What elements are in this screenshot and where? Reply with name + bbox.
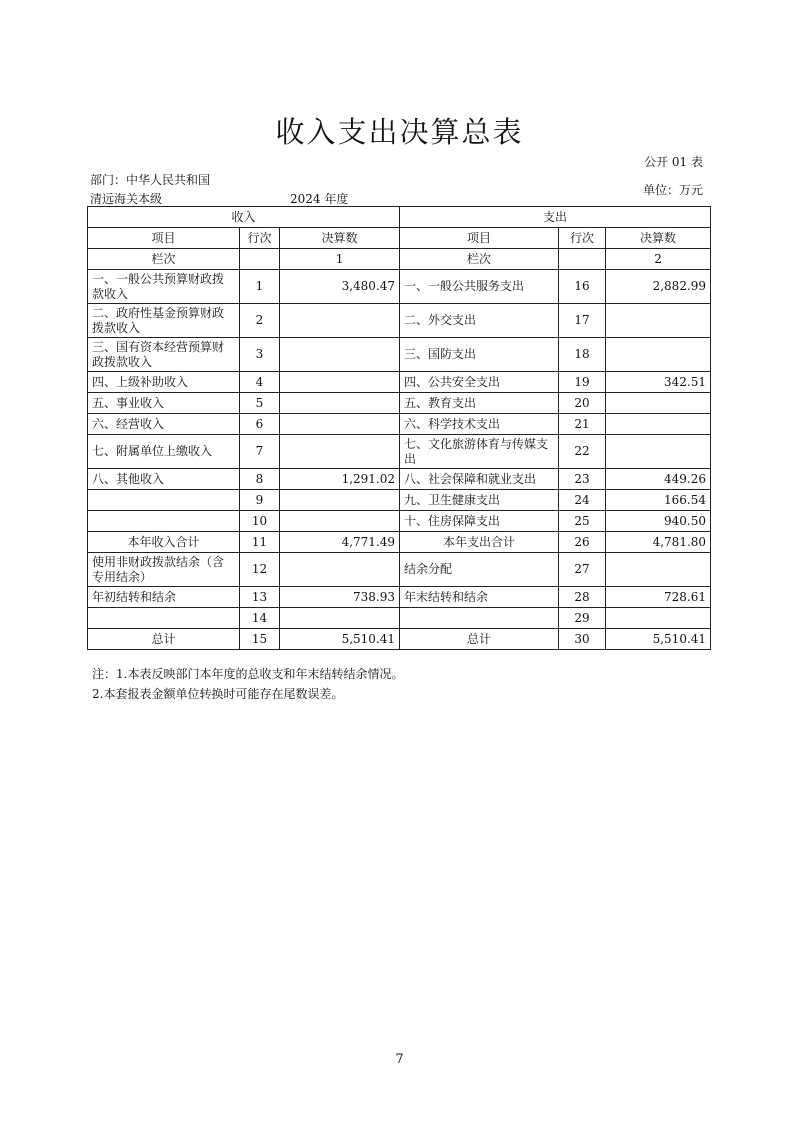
form-number: 公开 01 表 (644, 155, 703, 169)
expense-row-no: 24 (559, 490, 606, 511)
expense-item: 九、卫生健康支出 (400, 490, 559, 511)
expense-item: 五、教育支出 (400, 393, 559, 414)
expense-amount (606, 414, 711, 435)
expense-row-no: 26 (559, 532, 606, 553)
expense-item: 八、社会保障和就业支出 (400, 469, 559, 490)
expense-column-no: 2 (606, 249, 711, 270)
budget-summary-table (87, 206, 711, 650)
income-amount: 5,510.41 (280, 629, 400, 650)
expense-item: 一、一般公共服务支出 (400, 270, 559, 304)
income-item: 七、附属单位上缴收入 (88, 435, 240, 469)
income-row-no: 13 (240, 587, 280, 608)
income-item: 六、经营收入 (88, 414, 240, 435)
income-amount (280, 435, 400, 469)
income-amount (280, 338, 400, 372)
expense-item: 三、国防支出 (400, 338, 559, 372)
expense-row-no: 22 (559, 435, 606, 469)
income-amount: 4,771.49 (280, 532, 400, 553)
table-row (88, 338, 711, 372)
income-amount (280, 372, 400, 393)
expense-row-no: 18 (559, 338, 606, 372)
income-row-no: 12 (240, 553, 280, 587)
table-row (88, 587, 711, 608)
header-row-columns (88, 228, 711, 249)
expense-amount (606, 338, 711, 372)
header-row-colno (88, 249, 711, 270)
income-amount (280, 490, 400, 511)
expense-item (400, 608, 559, 629)
expense-row-no: 29 (559, 608, 606, 629)
income-amount (280, 511, 400, 532)
expense-row-no: 28 (559, 587, 606, 608)
income-item: 二、政府性基金预算财政拨款收入 (88, 304, 240, 338)
expense-column-blank (559, 249, 606, 270)
table-row (88, 304, 711, 338)
income-item: 三、国有资本经营预算财政拨款收入 (88, 338, 240, 372)
income-row-no: 6 (240, 414, 280, 435)
table-row (88, 553, 711, 587)
expense-header: 支出 (400, 207, 711, 228)
expense-row-no: 21 (559, 414, 606, 435)
income-item: 本年收入合计 (88, 532, 240, 553)
notes (92, 664, 403, 704)
income-item-header: 项目 (88, 228, 240, 249)
expense-amount (606, 608, 711, 629)
expense-amount (606, 304, 711, 338)
income-amount (280, 553, 400, 587)
table-row (88, 414, 711, 435)
expense-row-no: 17 (559, 304, 606, 338)
expense-amount: 449.26 (606, 469, 711, 490)
table-row (88, 629, 711, 650)
table-row (88, 608, 711, 629)
page-title: 收入支出决算总表 (275, 115, 524, 149)
expense-item: 六、科学技术支出 (400, 414, 559, 435)
income-item: 四、上级补助收入 (88, 372, 240, 393)
income-item (88, 490, 240, 511)
income-item: 一、一般公共预算财政拨款收入 (88, 270, 240, 304)
income-row-no: 7 (240, 435, 280, 469)
expense-item: 总计 (400, 629, 559, 650)
expense-column-label: 栏次 (400, 249, 559, 270)
expense-row-no: 19 (559, 372, 606, 393)
table-row (88, 435, 711, 469)
expense-amount: 4,781.80 (606, 532, 711, 553)
table-row (88, 532, 711, 553)
expense-row-no: 23 (559, 469, 606, 490)
table-row (88, 511, 711, 532)
income-rowno-header: 行次 (240, 228, 280, 249)
department-label: 部门：中华人民共和国 (90, 173, 211, 187)
expense-item: 七、文化旅游体育与传媒支出 (400, 435, 559, 469)
expense-item: 年末结转和结余 (400, 587, 559, 608)
expense-amount-header: 决算数 (606, 228, 711, 249)
income-item: 八、其他收入 (88, 469, 240, 490)
header-row-section (88, 207, 711, 228)
expense-item: 结余分配 (400, 553, 559, 587)
expense-item: 二、外交支出 (400, 304, 559, 338)
expense-rowno-header: 行次 (559, 228, 606, 249)
expense-row-no: 25 (559, 511, 606, 532)
income-row-no: 14 (240, 608, 280, 629)
table-row (88, 393, 711, 414)
income-header: 收入 (88, 207, 400, 228)
income-amount-header: 决算数 (280, 228, 400, 249)
expense-item-header: 项目 (400, 228, 559, 249)
income-column-label: 栏次 (88, 249, 240, 270)
expense-row-no: 16 (559, 270, 606, 304)
report-year: 2024 年度 (290, 192, 349, 206)
note-line: 2.本套报表金额单位转换时可能存在尾数误差。 (92, 687, 344, 701)
expense-amount: 5,510.41 (606, 629, 711, 650)
income-row-no: 4 (240, 372, 280, 393)
page-number: 7 (395, 1052, 404, 1067)
income-row-no: 11 (240, 532, 280, 553)
expense-row-no: 30 (559, 629, 606, 650)
unit-label: 单位：万元 (642, 183, 703, 197)
table-row (88, 469, 711, 490)
income-row-no: 15 (240, 629, 280, 650)
table-row (88, 372, 711, 393)
expense-amount: 342.51 (606, 372, 711, 393)
income-row-no: 2 (240, 304, 280, 338)
expense-row-no: 20 (559, 393, 606, 414)
department-unit: 清远海关本级 (90, 192, 163, 206)
income-item: 总计 (88, 629, 240, 650)
expense-amount: 728.61 (606, 587, 711, 608)
expense-amount (606, 393, 711, 414)
income-amount: 3,480.47 (280, 270, 400, 304)
income-amount (280, 414, 400, 435)
expense-row-no: 27 (559, 553, 606, 587)
income-row-no: 3 (240, 338, 280, 372)
income-row-no: 8 (240, 469, 280, 490)
expense-amount: 166.54 (606, 490, 711, 511)
income-row-no: 9 (240, 490, 280, 511)
income-item (88, 608, 240, 629)
expense-amount: 940.50 (606, 511, 711, 532)
expense-amount (606, 435, 711, 469)
income-item: 使用非财政拨款结余（含专用结余） (88, 553, 240, 587)
expense-amount: 2,882.99 (606, 270, 711, 304)
income-amount (280, 304, 400, 338)
income-item (88, 511, 240, 532)
income-row-no: 1 (240, 270, 280, 304)
expense-item: 本年支出合计 (400, 532, 559, 553)
income-column-no: 1 (280, 249, 400, 270)
expense-item: 四、公共安全支出 (400, 372, 559, 393)
income-amount (280, 393, 400, 414)
income-row-no: 10 (240, 511, 280, 532)
income-item: 年初结转和结余 (88, 587, 240, 608)
income-row-no: 5 (240, 393, 280, 414)
income-amount: 1,291.02 (280, 469, 400, 490)
income-amount (280, 608, 400, 629)
expense-item: 十、住房保障支出 (400, 511, 559, 532)
income-amount: 738.93 (280, 587, 400, 608)
table-row (88, 490, 711, 511)
income-column-blank (240, 249, 280, 270)
expense-amount (606, 553, 711, 587)
note-line: 注：1.本表反映部门本年度的总收支和年末结转结余情况。 (92, 667, 404, 681)
income-item: 五、事业收入 (88, 393, 240, 414)
table-row (88, 270, 711, 304)
